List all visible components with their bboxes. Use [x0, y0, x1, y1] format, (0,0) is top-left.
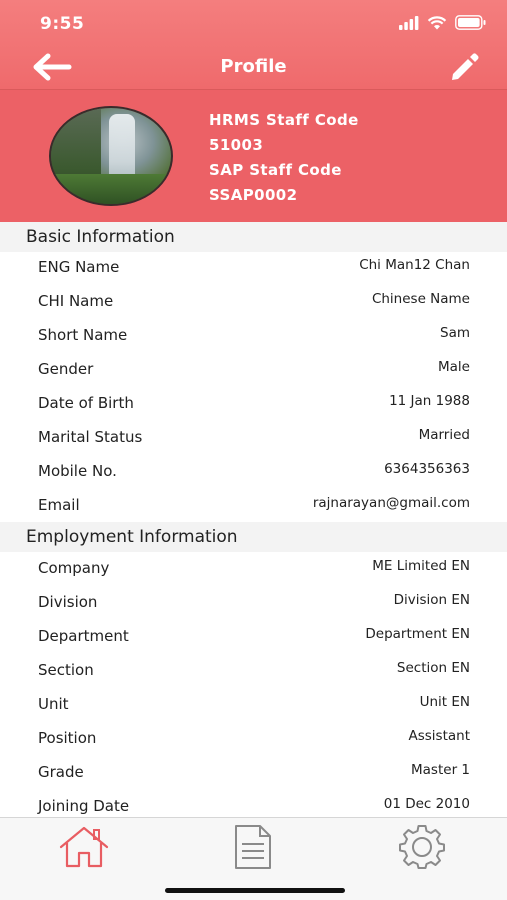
employment-row-department [0, 619, 507, 653]
row-label: Mobile No. [38, 462, 117, 480]
basic-row-short-name [0, 318, 507, 352]
row-label: CHI Name [38, 292, 114, 310]
row-value: rajnarayan@gmail.com [312, 495, 470, 511]
tab-documents[interactable] [225, 824, 281, 874]
home-icon [58, 825, 110, 873]
basic-row-gender [0, 352, 507, 386]
basic-row-chi-name [0, 284, 507, 318]
employment-row-grade [0, 755, 507, 789]
row-value: Chinese Name [371, 291, 470, 307]
document-icon [233, 824, 273, 874]
row-label: Grade [38, 763, 84, 781]
row-label: Position [38, 729, 97, 747]
row-value: Chi Man12 Chan [359, 257, 470, 273]
tab-settings[interactable] [394, 824, 450, 874]
status-icons [399, 15, 487, 34]
row-label: Department [38, 627, 129, 645]
nav-bar [0, 50, 507, 90]
row-label: Email [38, 496, 80, 514]
row-value: Sam [440, 325, 470, 341]
profile-header [0, 0, 507, 222]
row-value: Section EN [396, 660, 470, 676]
avatar-grass [51, 174, 173, 204]
row-label: Unit [38, 695, 69, 713]
tab-bar [0, 817, 507, 900]
pencil-icon [449, 52, 479, 84]
row-label: Joining Date [38, 797, 130, 815]
employment-row-position [0, 721, 507, 755]
row-value: ME Limited EN [372, 558, 470, 574]
employment-information-header: Employment Information [0, 522, 507, 552]
basic-row-email [0, 488, 507, 522]
row-value: Unit EN [419, 694, 470, 710]
row-value: 6364356363 [384, 461, 470, 477]
hrms-staff-code-label: HRMS Staff Code [209, 111, 359, 129]
row-value: Married [418, 427, 470, 443]
row-label: Marital Status [38, 428, 143, 446]
edit-button[interactable] [447, 52, 481, 84]
sap-staff-code-label: SAP Staff Code [209, 161, 342, 179]
profile-panel [0, 90, 507, 222]
gear-icon [397, 824, 447, 874]
basic-row-mobile-no [0, 454, 507, 488]
row-label: Company [38, 559, 110, 577]
employment-row-section [0, 653, 507, 687]
avatar[interactable] [49, 106, 173, 206]
home-indicator [165, 888, 345, 893]
basic-information-header: Basic Information [0, 222, 507, 252]
status-time: 9:55 [40, 14, 85, 34]
status-bar [0, 0, 507, 50]
basic-row-date-of-birth [0, 386, 507, 420]
row-value: 01 Dec 2010 [383, 796, 470, 812]
row-value: Male [438, 359, 470, 375]
row-value: Assistant [408, 728, 470, 744]
basic-row-eng-name [0, 250, 507, 284]
sap-staff-code-value: SSAP0002 [209, 186, 298, 204]
staff-info [209, 108, 359, 208]
row-label: Division [38, 593, 98, 611]
row-value: Division EN [393, 592, 470, 608]
hrms-staff-code-value: 51003 [209, 136, 264, 154]
row-label: Date of Birth [38, 394, 134, 412]
signal-icon [399, 15, 419, 34]
battery-icon [455, 15, 487, 34]
row-value: Department EN [365, 626, 470, 642]
row-label: Short Name [38, 326, 128, 344]
employment-row-unit [0, 687, 507, 721]
row-value: Master 1 [411, 762, 470, 778]
tab-home[interactable] [56, 824, 112, 874]
page-title: Profile [220, 56, 287, 77]
row-label: Gender [38, 360, 94, 378]
wifi-icon [427, 15, 447, 34]
employment-row-company [0, 551, 507, 585]
row-label: Section [38, 661, 94, 679]
basic-row-marital-status [0, 420, 507, 454]
row-value: 11 Jan 1988 [389, 393, 470, 409]
row-label: ENG Name [38, 258, 120, 276]
employment-row-division [0, 585, 507, 619]
